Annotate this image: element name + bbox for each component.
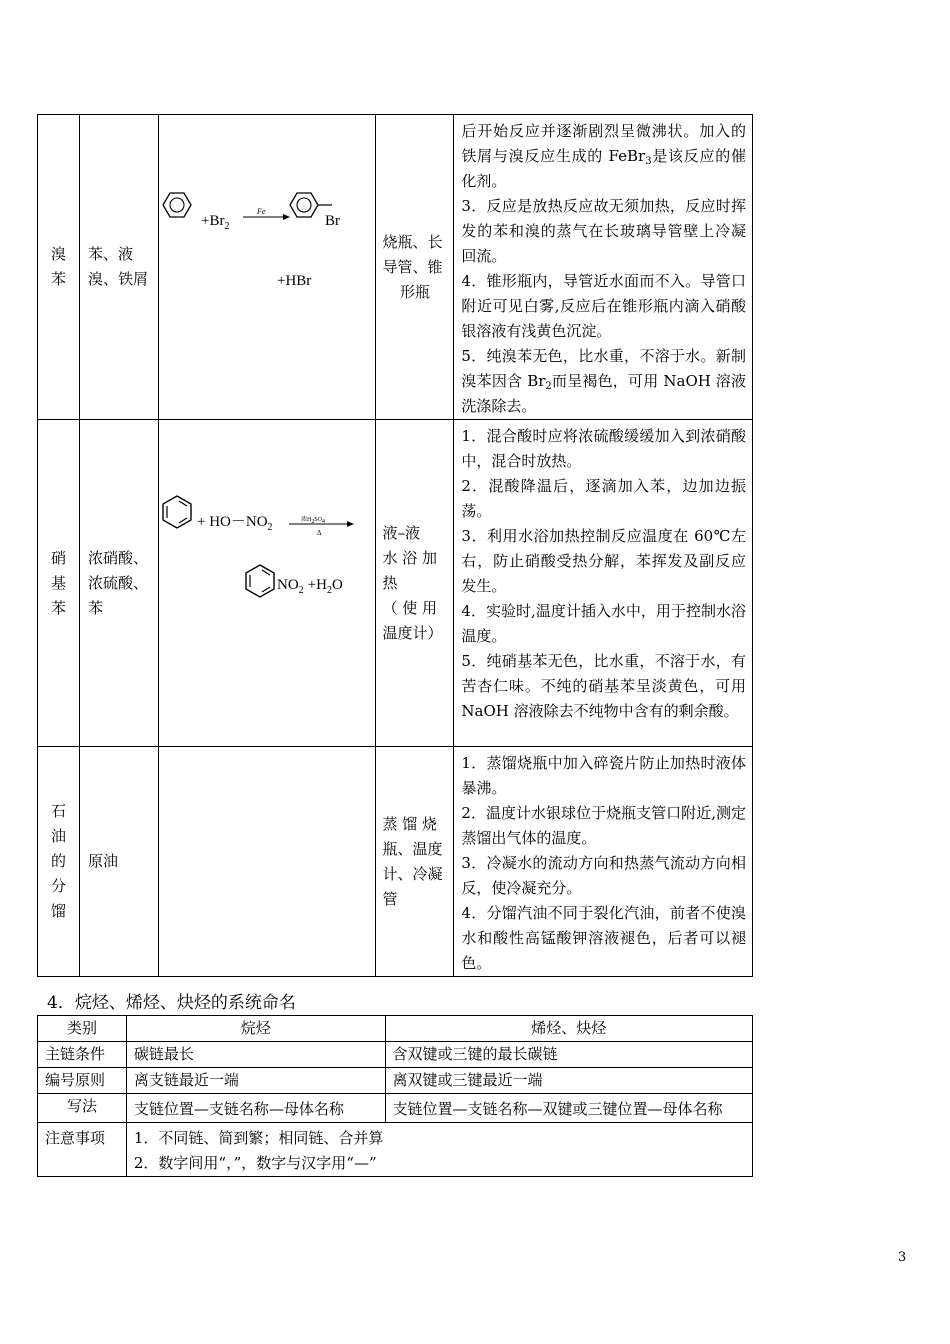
note-paragraph: 1．蒸馏烧瓶中加入碎瓷片防止加热时液体暴沸。 [461,754,746,797]
materials-line: 浓硫酸、 [87,573,148,592]
notes-cell [126,1123,752,1177]
experiment-name [38,115,80,420]
table-row [38,747,753,977]
name-char: 分 [50,877,66,895]
name-char: 硝 [50,548,66,567]
row-label: 编号原则 [38,1068,127,1094]
header-alkene-alkyne: 烯烃、炔烃 [385,1016,752,1042]
equipment-line: 烧瓶、长 [382,232,443,251]
equation-cell [158,420,375,747]
notes-cell [454,747,753,977]
equipment-line: 温度计） [382,623,443,642]
byproduct-text: +HBr [276,273,312,289]
equipment-cell [375,115,454,420]
equipment-line: 形瓶 [399,282,430,301]
materials-line: 苯、液 [87,245,133,263]
materials-line: 苯 [87,598,103,617]
row-label: 写法 [38,1094,127,1123]
equipment-cell [375,420,454,747]
product-text: Br [324,213,340,229]
reaction-table [37,114,753,977]
section-heading: 4．烷烃、烯烃、炔烃的系统命名 [47,993,296,1013]
note-line: 1．不同链、简到繁；相同链、合并算 [133,1129,384,1147]
equipment-line: 水 浴 加 [382,548,438,567]
table-cell: 离双键或三键最近一端 [385,1068,752,1094]
condition-text: Δ [316,529,322,537]
table-row [38,1042,753,1068]
table-row [38,1068,753,1094]
bromination-equation [159,115,376,415]
table-row [38,115,753,420]
name-char: 石 [50,802,66,820]
name-char: 苯 [50,598,66,617]
materials-line: 原油 [87,852,118,870]
benzene-ring-icon [163,193,191,217]
table-cell: 支链位置—支链名称—双键或三键位置—母体名称 [385,1094,752,1123]
table-cell: 碳链最长 [126,1042,385,1068]
note-paragraph: 4．锥形瓶内，导管近水面而不入。导管口附近可见白雾,反应后在锥形瓶内滴入硝酸银溶液有浅黄色沉淀。 [461,272,746,340]
note-paragraph: 1．混合酸时应将浓硫酸缓缓加入到浓硝酸中，混合时放热。 [461,427,746,470]
page-number: 3 [898,1250,907,1265]
note-paragraph: 后开始反应并逐渐剧烈呈微沸状。加入的铁屑与溴反应生成的 FeBr$_3$是该反应的催化剂。 [461,122,746,190]
name-char: 溴 [50,245,66,263]
equipment-line: 导管、锥 [382,257,443,276]
header-alkane: 烷烃 [126,1016,385,1042]
nitration-equation [159,420,376,746]
note-paragraph: 4．实验时,温度计插入水中，用于控制水浴温度。 [461,602,746,645]
name-char: 苯 [50,270,66,288]
note-paragraph: 5．纯溴苯无色，比水重，不溶于水。新制溴苯因含 $Br_2$而呈褐色，可用 NaOH 溶液洗涤除去。 [461,347,746,415]
table-header-row [38,1016,753,1042]
equation-cell [158,115,375,420]
materials-line: 浓硝酸、 [87,548,148,567]
header-category: 类别 [38,1016,127,1042]
equipment-line: 管 [382,889,398,908]
notes-cell [454,420,753,747]
note-paragraph: 3．冷凝水的流动方向和热蒸气流动方向相反，使冷凝充分。 [461,854,746,897]
table-cell: 支链位置—支链名称—母体名称 [126,1094,385,1123]
experiment-name [38,420,80,747]
equipment-cell [375,747,454,977]
table-row [38,1123,753,1177]
notes-cell [454,115,753,420]
product-text: $NO_2 +H_2O$ [276,577,343,596]
equipment-line: 热 [382,573,398,592]
name-char: 基 [50,573,66,592]
naming-table [37,1015,753,1177]
table-cell: 离支链最近一端 [126,1068,385,1094]
equipment-line: 液–液 [382,523,421,542]
name-char: 馏 [50,902,66,920]
note-paragraph: 3．反应是放热反应故无须加热，反应时挥发的苯和溴的蒸气在长玻璃导管壁上冷凝回流。 [461,197,746,265]
row-label: 主链条件 [38,1042,127,1068]
equipment-line: 蒸 馏 烧 [382,814,438,833]
table-row [38,420,753,747]
nitrobenzene-ring-icon [246,565,274,597]
note-paragraph: 3．利用水浴加热控制反应温度在 60℃左右，防止硝酸受热分解，苯挥发及副反应发生。 [461,527,746,595]
table-row [38,1094,753,1123]
equipment-line: 计、冷凝 [382,864,443,883]
catalyst-text: 浓H2SO4 [300,517,325,525]
equipment-line: （ 使 用 [382,598,438,617]
equipment-line: 瓶、温度 [382,839,443,858]
note-paragraph: 2．混酸降温后，逐滴加入苯，边加边振荡。 [461,477,746,520]
materials-cell [79,420,158,747]
benzene-ring-icon [163,496,191,528]
table-cell: 含双键或三键的最长碳链 [385,1042,752,1068]
name-char: 的 [50,852,66,870]
catalyst-text: Fe [256,207,266,216]
note-paragraph: 4．分馏汽油不同于裂化汽油，前者不使溴水和酸性高锰酸钾溶液褪色，后者可以褪色。 [461,904,746,972]
materials-cell [79,115,158,420]
materials-line: 溴、铁屑 [87,270,148,288]
equation-cell [158,747,375,977]
experiment-name [38,747,80,977]
name-char: 油 [50,827,66,845]
materials-cell [79,747,158,977]
reagent-text: $+Br_2$ [200,213,230,232]
row-label: 注意事项 [38,1123,127,1177]
reagent-text: + $HO-NO_2$ [196,514,273,533]
note-paragraph: 2．温度计水银球位于烧瓶支管口附近,测定蒸馏出气体的温度。 [461,804,746,847]
note-paragraph: 5．纯硝基苯无色，比水重，不溶于水，有苦杏仁味。不纯的硝基苯呈淡黄色，可用 NaOH 溶液除去不纯物中含有的剩余酸。 [461,652,746,720]
note-line: 2．数字间用“，”，数字与汉字用“—” [133,1154,377,1172]
